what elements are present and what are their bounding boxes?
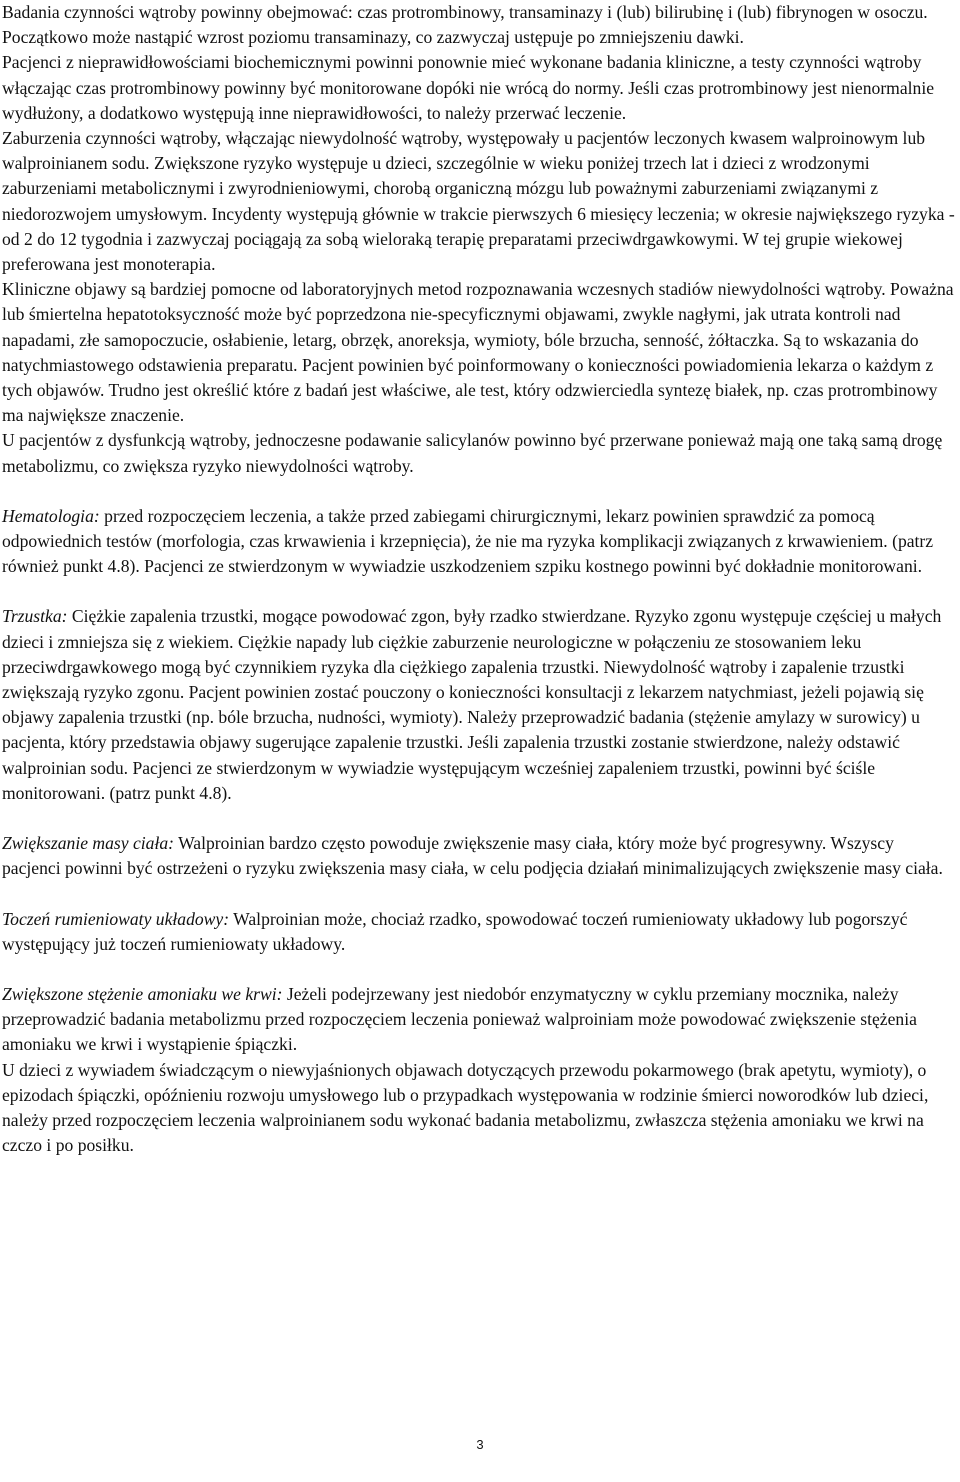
paragraph-children-metabolic: U dzieci z wywiadem świadczącym o niewyjaśnionych objawach dotyczących przewodu pokarmowego (brak apetytu, wymioty), o epizodach śpiączki, opóźnieniu rozwoju umysłowego lub o przypadkach występowania w rodzinie śmierci noworodków lub dzieci, należy przed rozpoczęciem leczenia walproinianem sodu wykonać badania metabolizmu, zwłaszcza stężenia amoniaku we krwi na czczo i po posiłku. (2, 1059, 929, 1156)
section-heading: Zwiększone stężenie amoniaku we krwi: (2, 983, 283, 1004)
section-pancreas (2, 604, 956, 806)
paragraph-salicylates: U pacjentów z dysfunkcją wątroby, jednoczesne podawanie salicylanów powinno być przerwane ponieważ mają one taką samą drogę metabolizmu, co zwiększa ryzyko niewydolności wątroby. (2, 430, 943, 476)
paragraph-abnormal-biochemistry: Pacjenci z nieprawidłowościami biochemicznymi powinni ponownie mieć wykonane badania kliniczne, a testy czynności wątroby włączając czas protrombinowy powinny być monitorowane dopóki nie wrócą do normy. Jeśli czas protrombinowy jest nienormalnie wydłużony, a dodatkowo występują inne nieprawidłowości, to należy przerwać leczenie. (2, 52, 935, 123)
section-spacer (2, 479, 956, 504)
section-text: Ciężkie zapalenia trzustki, mogące powodować zgon, były rzadko stwierdzane. Ryzyko zgonu występuje częściej u małych dzieci i zmniejsza się z wiekiem. Ciężkie napady lub ciężkie zaburzenie neurologiczne w połączeniu ze stosowaniem leku przeciwdrgawkowego mogą być czynnikiem ryzyka dla ciężkiego zapalenia trzustki. Niewydolność wątroby i zapalenie trzustki zwiększają ryzyko zgonu. Pacjent powinien zostać pouczony o konieczności konsultacji z lekarzem natychmiast, jeżeli pojawią się objawy zapalenia trzustki (np. bóle brzucha, nudności, wymioty). Należy przeprowadzić badania (stężenie amylazy w surowicy) u pacjenta, który przedstawia objawy sugerujące zapalenie trzustki. Jeśli zapalenia trzustki zostanie stwierdzone, należy odstawić walproinian sodu. Pacjenci ze stwierdzonym w wywiadzie występującym wcześniej zapaleniem trzustki, powinni być ściśle monitorowani. (patrz punkt 4.8). (2, 606, 942, 803)
paragraph-liver-dysfunction: Zaburzenia czynności wątroby, włączając niewydolność wątroby, występowały u pacjentów leczonych kwasem walproinowym lub walproinianem sodu. Zwiększone ryzyko występuje u dzieci, szczególnie w wieku poniżej trzech lat i dzieci z wrodzonymi zaburzeniami metabolicznymi i zwyrodnieniowymi, chorobą organiczną mózgu lub poważnymi zaburzeniami związanymi z niedorozwojem umysłowym. Incydenty występują głównie w trakcie pierwszych 6 miesięcy leczenia; w okresie największego ryzyka - od 2 do 12 tygodnia i zazwyczaj pociągają za sobą wieloraką terapię preparatami przeciwdrgawkowymi. W tej grupie wiekowej preferowana jest monoterapia. (2, 128, 955, 275)
paragraph-liver-tests: Badania czynności wątroby powinny obejmować: czas protrombinowy, transaminazy i (lub) bilirubinę i (lub) fibrynogen w osoczu. Początkowo może nastąpić wzrost poziomu transaminazy, co zazwyczaj ustępuje po zmniejszeniu dawki. (2, 2, 928, 48)
section-spacer (2, 579, 956, 604)
section-heading: Trzustka: (2, 606, 68, 627)
section-text: Walproinian może, chociaż rzadko, spowodować toczeń rumieniowaty układowy lub pogorszyć występujący już toczeń rumieniowaty układowy. (2, 908, 908, 954)
section-spacer (2, 882, 956, 907)
document-page (2, 0, 956, 1158)
section-heading: Hematologia: (2, 505, 100, 526)
section-weight-gain (2, 831, 956, 881)
section-heading: Toczeń rumieniowaty układowy: (2, 908, 230, 929)
section-text: Walproinian bardzo często powoduje zwiększenie masy ciała, który może być progresywny. Wszyscy pacjenci powinni być ostrzeżeni o ryzyku zwiększenia masy ciała, w celu podjęcia działań minimalizujących zwiększenie masy ciała. (2, 833, 943, 879)
section-heading: Zwiększanie masy ciała: (2, 833, 175, 854)
section-hematology (2, 504, 956, 580)
section-text: Jeżeli podejrzewany jest niedobór enzymatyczny w cyklu przemiany mocznika, należy przeprowadzić badania metabolizmu przed rozpoczęciem leczenia ponieważ walproiniam może powodować zwiększenie stężenia amoniaku we krwi i wystąpienie śpiączki. (2, 983, 917, 1055)
paragraph-clinical-symptoms: Kliniczne objawy są bardziej pomocne od laboratoryjnych metod rozpoznawania wczesnych stadiów niewydolności wątroby. Poważna lub śmiertelna hepatotoksyczność może być poprzedzona nie-specyficznymi objawami, zwykle nagłymi, jak utrata kontroli nad napadami, złe samopoczucie, osłabienie, letarg, obrzęk, anoreksja, wymioty, bóle brzucha, senność, żółtaczka. Są to wskazania do natychmiastowego odstawienia preparatu. Pacjent powinien być poinformowany o konieczności powiadomienia lekarza o każdym z tych objawów. Trudno jest określić które z badań jest właściwe, ale test, który odzwierciedla syntezę białek, np. czas protrombinowy ma największe znaczenie. (2, 279, 954, 426)
section-spacer (2, 806, 956, 831)
section-spacer (2, 957, 956, 982)
section-ammonia (2, 982, 956, 1058)
page-number: 3 (476, 1437, 484, 1452)
section-text: przed rozpoczęciem leczenia, a także przed zabiegami chirurgicznymi, lekarz powinien sprawdzić za pomocą odpowiednich testów (morfologia, czas krwawienia i krzepnięcia), że nie ma ryzyka komplikacji związanych z krwawieniem. (patrz również punkt 4.8). Pacjenci ze stwierdzonym w wywiadzie uszkodzeniem szpiku kostnego powinni być dokładnie monitorowani. (2, 505, 934, 577)
section-lupus (2, 907, 956, 957)
